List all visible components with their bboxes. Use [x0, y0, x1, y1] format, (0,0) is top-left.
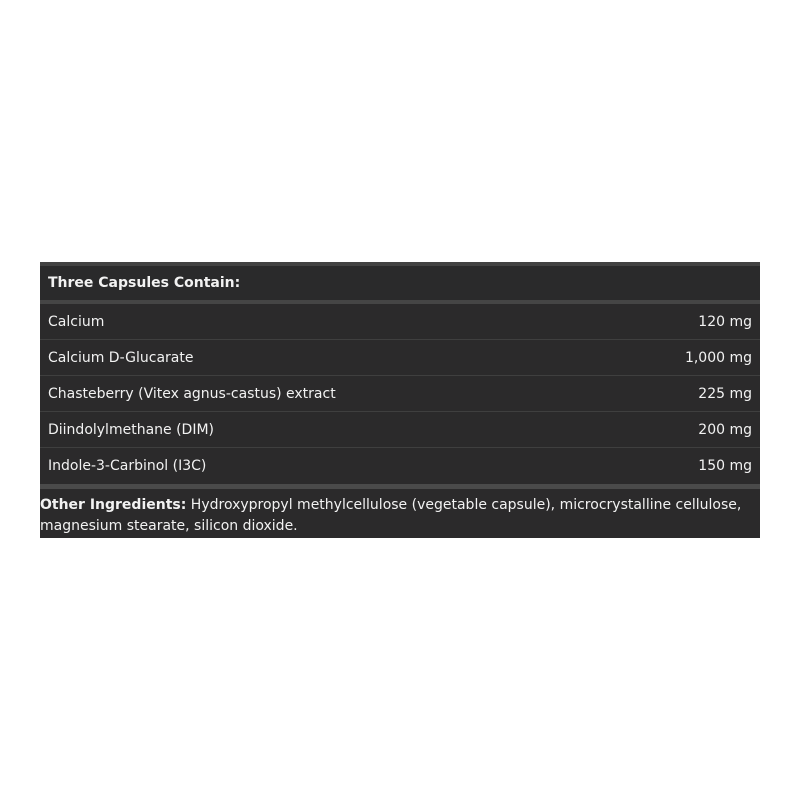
ingredient-list: [40, 304, 760, 484]
table-row: [40, 412, 760, 448]
table-row: [40, 448, 760, 484]
ingredient-name: Calcium: [48, 313, 105, 330]
ingredient-name: Chasteberry (Vitex agnus-castus) extract: [48, 385, 336, 402]
ingredient-name: Diindolylmethane (DIM): [48, 421, 214, 438]
table-row: [40, 376, 760, 412]
ingredient-name: Calcium D-Glucarate: [48, 349, 194, 366]
supplement-facts-panel: [40, 262, 760, 538]
ingredient-amount: 225 mg: [698, 385, 752, 402]
table-row: [40, 340, 760, 376]
ingredient-amount: 150 mg: [698, 458, 752, 474]
ingredient-name: Indole-3-Carbinol (I3C): [48, 458, 207, 474]
table-header: Three Capsules Contain:: [40, 266, 760, 304]
other-ingredients: [40, 489, 760, 537]
table-row: [40, 304, 760, 340]
ingredient-amount: 200 mg: [698, 421, 752, 438]
other-ingredients-text: Hydroxypropyl methylcellulose (vegetable capsule), microcrystalline cellulose, magnesium stearate, silicon dioxide.: [40, 497, 742, 534]
ingredient-amount: 120 mg: [698, 313, 752, 330]
other-ingredients-label: Other Ingredients:: [40, 497, 187, 513]
ingredient-amount: 1,000 mg: [684, 349, 752, 366]
